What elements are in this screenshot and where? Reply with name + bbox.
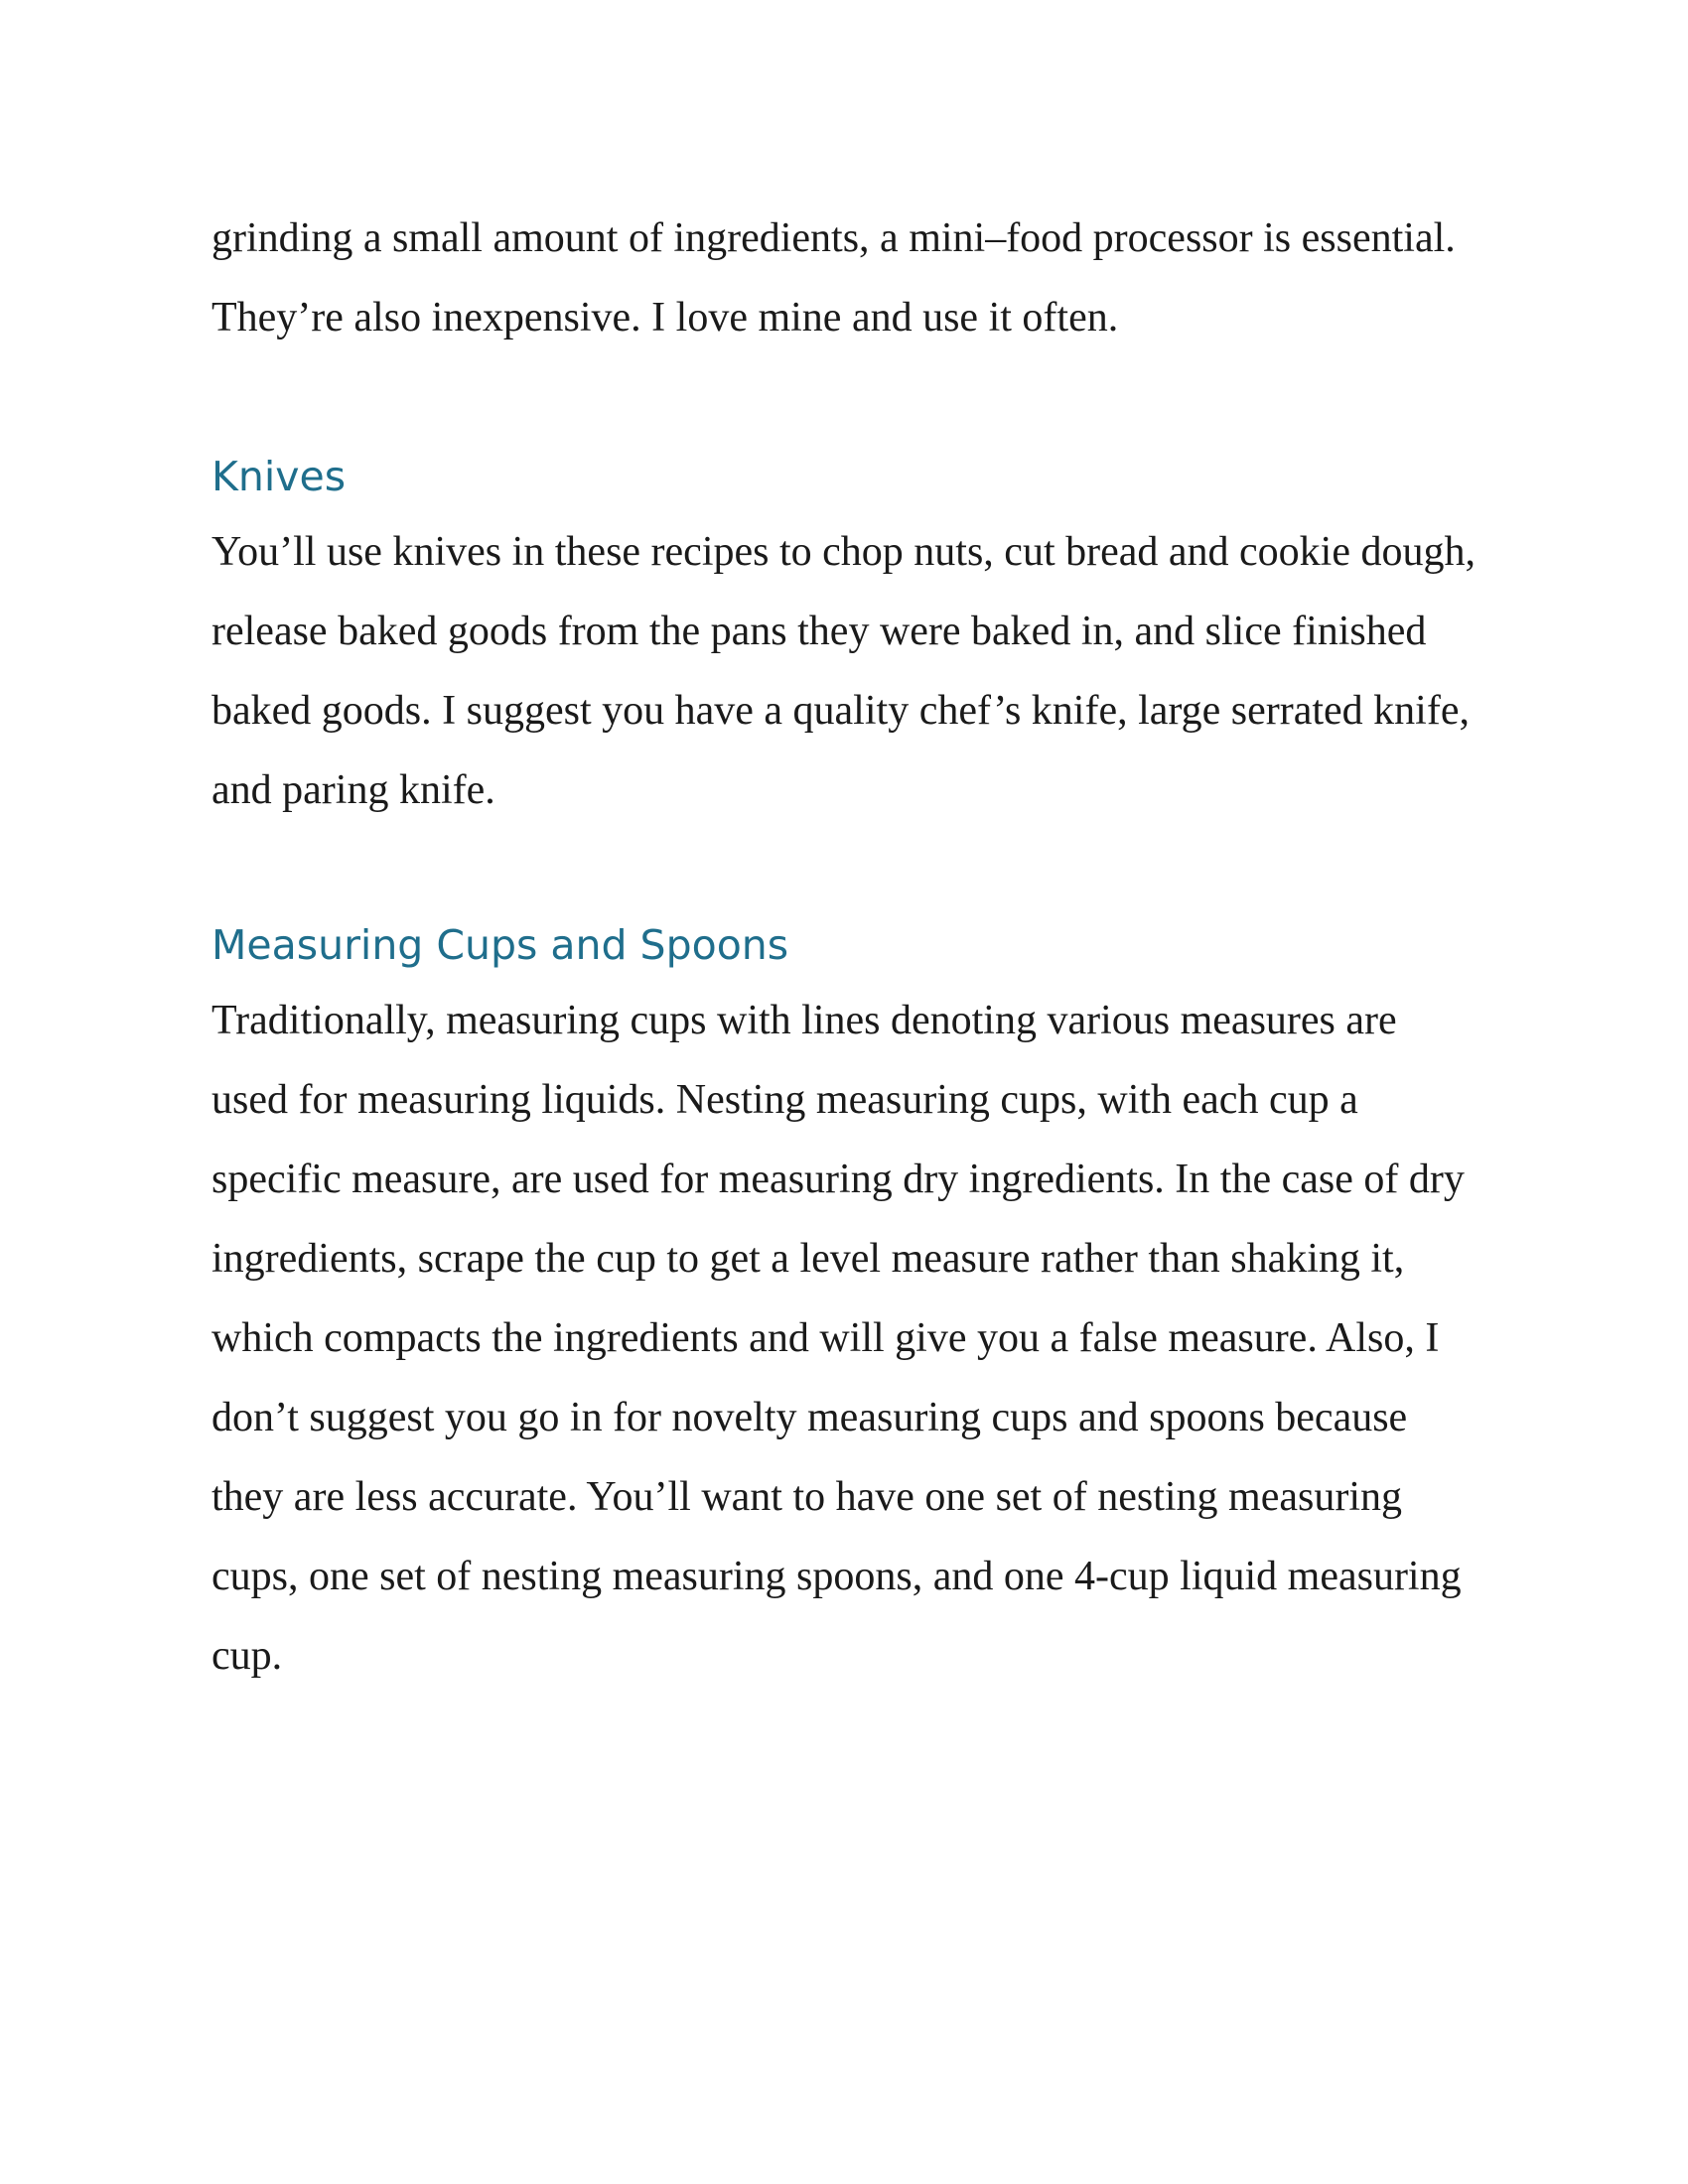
page-content — [211, 199, 1482, 1696]
section-heading-knives: Knives — [211, 453, 347, 500]
section-measuring-cups — [211, 913, 1482, 1696]
section-body-knives: You’ll use knives in these recipes to chop nuts, cut bread and cookie dough, release baked goods from the pans they were baked in, and slice finished baked goods. I suggest you have a quality chef’s knife, large serrated knife, and paring knife. — [211, 529, 1476, 813]
section-knives — [211, 445, 1482, 830]
intro-paragraph: grinding a small amount of ingredients, a mini–food processor is essential. They’re also inexpensive. I love mine and use it often. — [211, 215, 1456, 341]
section-body-measuring-cups: Traditionally, measuring cups with lines denoting various measures are used for measuring liquids. Nesting measuring cups, with each cup a specific measure, are used for measuring dry ingredients. In the case of dry ingredients, scrape the cup to get a level measure rather than shaking it, which compacts the ingredients and will give you a false measure. Also, I don’t suggest you go in for novelty measuring cups and spoons because they are less accurate. You’ll want to have one set of nesting measuring cups, one set of nesting measuring spoons, and one 4-cup liquid measuring cup. — [211, 998, 1465, 1679]
section-heading-measuring-cups: Measuring Cups and Spoons — [211, 921, 789, 969]
